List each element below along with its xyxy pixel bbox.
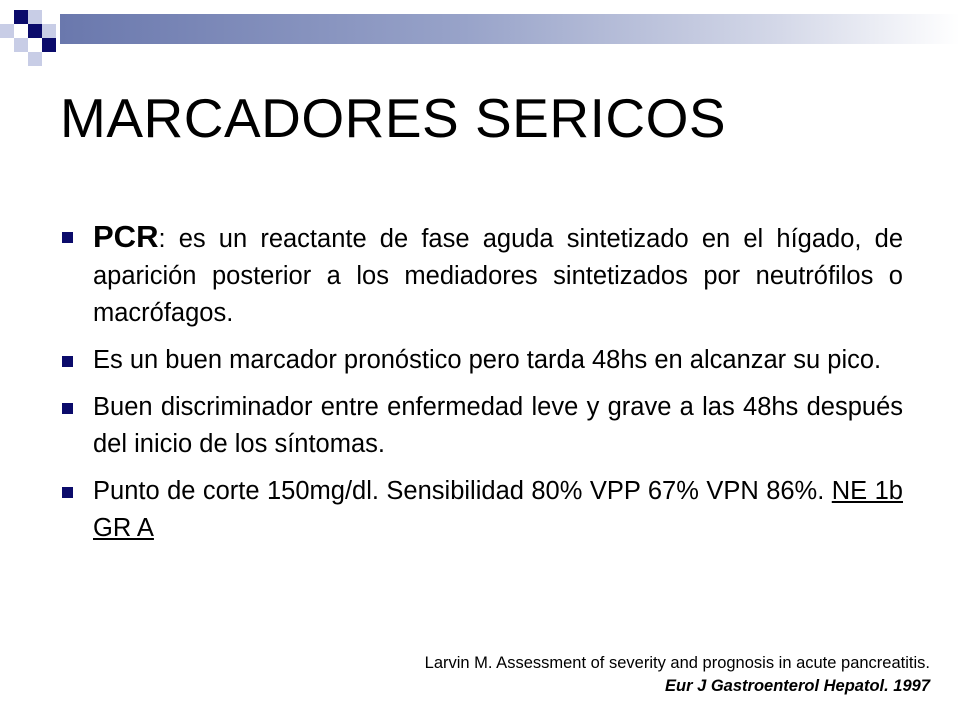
slide-title: MARCADORES SERICOS [60, 87, 727, 149]
evidence-level: NE 1b GR A [93, 477, 903, 542]
reference-journal: Eur J Gastroenterol Hepatol. 1997 [664, 677, 930, 695]
square-bullet-icon [62, 232, 73, 243]
reference-citation [425, 652, 930, 698]
deco-square-navy [28, 24, 42, 38]
header-gradient-bar [60, 14, 960, 44]
bullet-text: Punto de corte 150mg/dl. Sensibilidad 80% VPP 67% VPN 86%. [93, 477, 825, 505]
reference-author-title: Larvin M. Assessment of severity and prognosis in acute pancreatitis. [424, 654, 930, 672]
deco-square-navy [42, 38, 56, 52]
deco-square-light [0, 24, 14, 38]
deco-square-light [42, 24, 56, 38]
deco-square-light [28, 10, 42, 24]
deco-square-navy [14, 10, 28, 24]
deco-square-light [14, 38, 28, 52]
header-decoration [0, 0, 960, 70]
bullet-text: Es un buen marcador pronóstico pero tarda 48hs en alcanzar su pico. [93, 346, 882, 374]
bullet-item [60, 473, 903, 547]
bullet-lead-term: PCR [93, 219, 159, 254]
bullet-text: : es un reactante de fase aguda sintetizado en el hígado, de aparición posterior a los mediadores sintetizados por neutrófilos o macrófagos. [93, 225, 903, 327]
square-bullet-icon [62, 356, 73, 367]
bullet-item [60, 342, 903, 379]
square-bullet-icon [62, 403, 73, 414]
square-bullet-icon [62, 487, 73, 498]
bullet-item [60, 218, 903, 332]
bullet-item [60, 389, 903, 463]
deco-square-light [28, 52, 42, 66]
bullet-text: Buen discriminador entre enfermedad leve y grave a las 48hs después del inicio de los síntomas. [93, 393, 903, 458]
bullet-list [60, 218, 903, 557]
